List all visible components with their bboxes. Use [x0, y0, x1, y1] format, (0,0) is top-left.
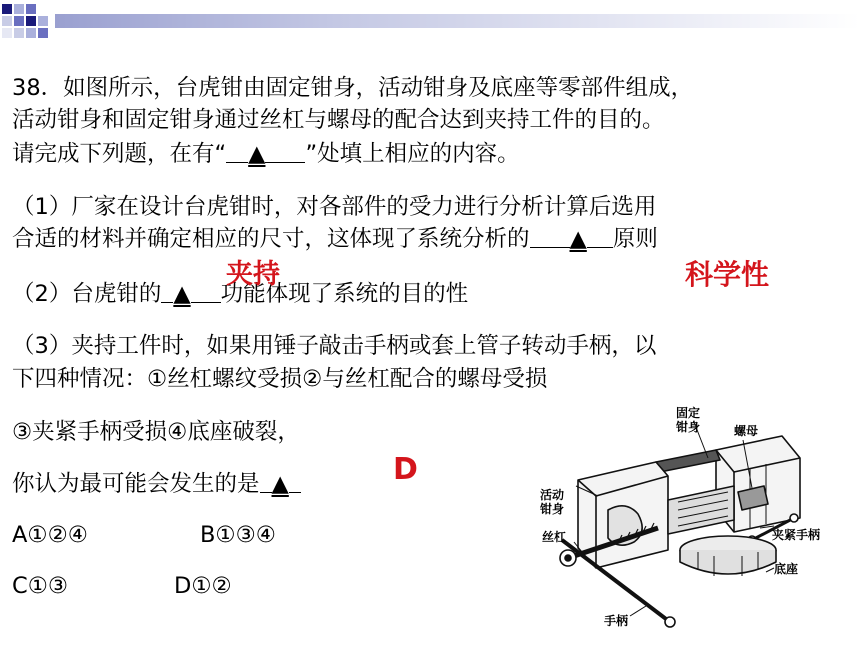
blank-underline [260, 470, 272, 493]
option-c: C①③ [12, 573, 69, 599]
answer-q3: D [393, 452, 418, 487]
question-line-3-suffix: ”处填上相应的内容。 [305, 141, 520, 167]
label-clamp-handle: 夹紧手柄 [772, 528, 821, 542]
blank-marker: ▲ [569, 226, 587, 252]
q1-line-2-suffix: 原则 [612, 226, 658, 252]
answer-q1: 科学性 [685, 258, 770, 291]
blank-underline [226, 140, 248, 163]
q1-line-2-prefix: 合适的材料并确定相应的尺寸，这体现了系统分析的 [12, 226, 530, 252]
blank-marker: ▲ [173, 281, 191, 307]
option-a: A①②④ [12, 522, 88, 548]
answer-q2: 夹持 [226, 259, 280, 290]
blank-underline [289, 470, 301, 493]
question-line-2: 活动钳身和固定钳身通过丝杠与螺母的配合达到夹持工件的目的。 [12, 107, 665, 133]
blank-underline [191, 280, 221, 303]
option-b: B①③④ [200, 522, 276, 548]
option-d: D①② [174, 573, 232, 599]
question-line-1: 38．如图所示，台虎钳由固定钳身，活动钳身及底座等零部件组成， [12, 75, 694, 101]
q1-line-1: （1）厂家在设计台虎钳时，对各部件的受力进行分析计算后选用 [12, 194, 657, 220]
label-base: 底座 [774, 562, 799, 576]
q3-line-4-prefix: 你认为最可能会发生的是 [12, 471, 260, 497]
blank-marker: ▲ [271, 471, 289, 497]
q3-line-1: （3）夹持工件时，如果用锤子敲击手柄或套上管子转动手柄，以 [12, 333, 657, 359]
q3-line-3: ③夹紧手柄受损④底座破裂， [12, 419, 300, 445]
header-decoration [0, 0, 860, 44]
blank-underline [265, 140, 305, 163]
label-handle: 手柄 [604, 614, 629, 628]
q3-line-2: 下四种情况：①丝杠螺纹受损②与丝杠配合的螺母受损 [12, 366, 548, 392]
label-movable-jaw: 活动 钳身 [540, 488, 565, 516]
label-screw: 丝杠 [542, 530, 567, 544]
bench-vise-drawing [538, 400, 838, 640]
blank-underline [161, 280, 173, 303]
q3-line-4 [12, 469, 301, 499]
q2-prefix: （2）台虎钳的 [12, 281, 162, 307]
q2-suffix: 功能体现了系统的目的性 [220, 281, 469, 307]
label-nut: 螺母 [734, 424, 759, 438]
bench-vise-figure [538, 400, 838, 640]
blank-underline [530, 225, 570, 248]
label-fixed-jaw: 固定 钳身 [676, 406, 701, 434]
blank-underline [587, 225, 613, 248]
blank-marker: ▲ [248, 141, 266, 167]
question-line-3 [12, 139, 520, 169]
question-line-3-prefix: 请完成下列题，在有“ [12, 141, 227, 167]
q1-line-2 [12, 224, 658, 254]
